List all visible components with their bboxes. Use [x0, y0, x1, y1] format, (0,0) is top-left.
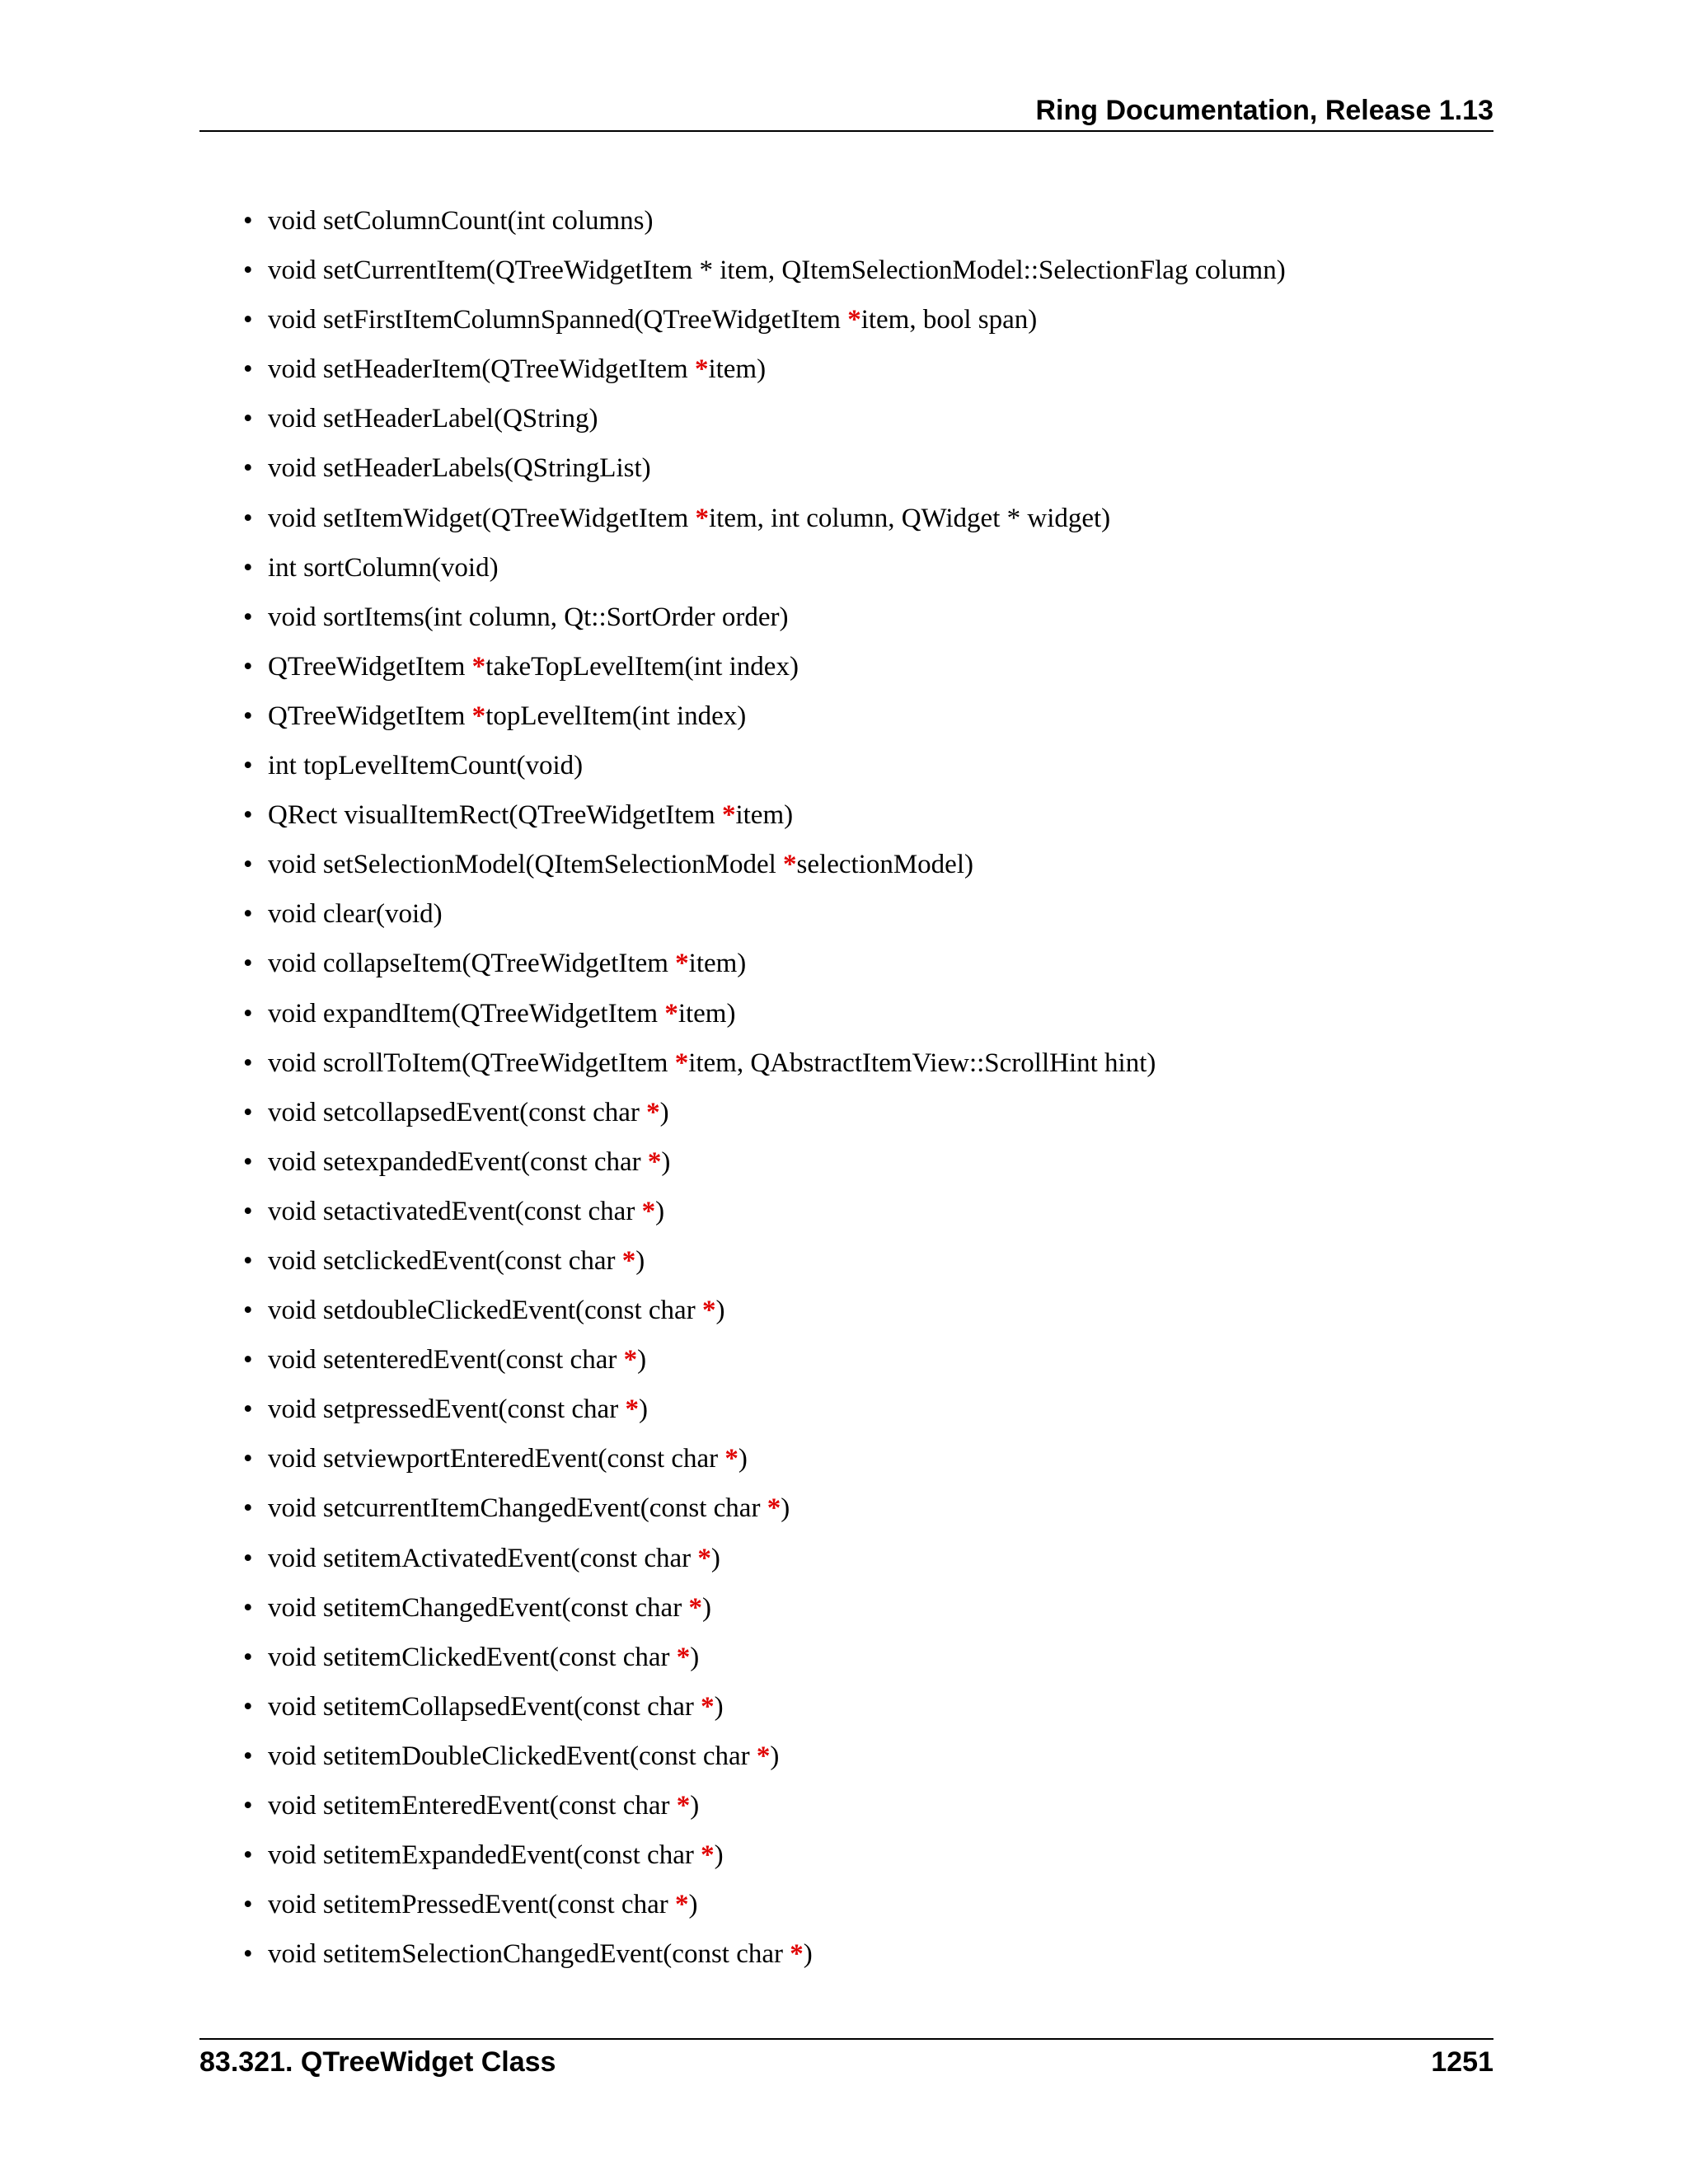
method-list-item	[243, 1483, 1479, 1533]
bullet: •	[243, 751, 253, 781]
bullet: •	[243, 305, 253, 335]
bullet: •	[243, 1444, 253, 1474]
bullet: •	[243, 255, 253, 286]
bullet: •	[243, 1592, 253, 1623]
method-list-item	[243, 1534, 1479, 1583]
method-signature: void setitemChangedEvent(const char *)	[268, 1592, 711, 1623]
method-list-item	[243, 790, 1479, 840]
method-list-item	[243, 1434, 1479, 1483]
bullet: •	[243, 701, 253, 731]
footer-page-number: 1251	[1431, 2046, 1493, 2078]
bullet: •	[243, 1543, 253, 1573]
bullet: •	[243, 800, 253, 831]
method-list-item	[243, 246, 1479, 295]
method-signature: void setHeaderLabels(QStringList)	[268, 453, 651, 484]
method-signature: void setFirstItemColumnSpanned(QTreeWidgetItem *item, bool span)	[268, 305, 1038, 335]
method-list-item	[243, 1038, 1479, 1088]
bullet: •	[243, 1345, 253, 1376]
bullet: •	[243, 354, 253, 385]
method-signature: void clear(void)	[268, 899, 443, 930]
bullet: •	[243, 453, 253, 484]
method-list-item	[243, 1682, 1479, 1732]
method-list-item	[243, 1929, 1479, 1979]
method-signature: void setitemPressedEvent(const char *)	[268, 1890, 698, 1920]
method-signature: int topLevelItemCount(void)	[268, 751, 584, 781]
method-list-item	[243, 1781, 1479, 1830]
bullet: •	[243, 552, 253, 583]
method-list-item	[243, 394, 1479, 443]
method-list-item	[243, 1236, 1479, 1286]
bullet: •	[243, 206, 253, 236]
bullet: •	[243, 899, 253, 930]
method-signature: void setHeaderLabel(QString)	[268, 404, 598, 434]
method-signature: void setcollapsedEvent(const char *)	[268, 1097, 669, 1127]
bullet: •	[243, 850, 253, 880]
bullet: •	[243, 1146, 253, 1177]
method-signature: void scrollToItem(QTreeWidgetItem *item, QAbstractItemView::ScrollHint hint)	[268, 1047, 1156, 1078]
method-signature: void setColumnCount(int columns)	[268, 206, 654, 236]
method-signature: QRect visualItemRect(QTreeWidgetItem *item)	[268, 800, 794, 831]
bullet: •	[243, 1840, 253, 1871]
method-signature: void setviewportEnteredEvent(const char *)	[268, 1444, 748, 1474]
method-list-item	[243, 889, 1479, 939]
method-list-item	[243, 1830, 1479, 1880]
bullet: •	[243, 1296, 253, 1326]
method-signature: void setSelectionModel(QItemSelectionModel *selectionModel)	[268, 850, 973, 880]
bullet: •	[243, 1196, 253, 1226]
method-signature: QTreeWidgetItem *topLevelItem(int index)	[268, 701, 747, 731]
header-rule	[199, 130, 1493, 132]
method-signature: void setdoubleClickedEvent(const char *)	[268, 1296, 725, 1326]
method-list-item	[243, 939, 1479, 988]
bullet: •	[243, 404, 253, 434]
method-list-item	[243, 494, 1479, 543]
method-list-item	[243, 840, 1479, 889]
method-signature: void setitemCollapsedEvent(const char *)	[268, 1691, 724, 1722]
method-list-item	[243, 1732, 1479, 1781]
method-list-item	[243, 443, 1479, 493]
method-signature: void setitemDoubleClickedEvent(const char *)	[268, 1741, 780, 1771]
bullet: •	[243, 1245, 253, 1276]
method-list-item	[243, 593, 1479, 642]
page-header	[199, 92, 1493, 129]
bullet: •	[243, 1939, 253, 1970]
method-list-item	[243, 642, 1479, 691]
method-list-item	[243, 1583, 1479, 1633]
method-signature: void setitemActivatedEvent(const char *)	[268, 1543, 720, 1573]
method-signature: void setactivatedEvent(const char *)	[268, 1196, 665, 1226]
bullet: •	[243, 602, 253, 632]
bullet: •	[243, 1394, 253, 1425]
method-signature: void setcurrentItemChangedEvent(const char *)	[268, 1493, 790, 1524]
method-signature: void setclickedEvent(const char *)	[268, 1245, 645, 1276]
bullet: •	[243, 1791, 253, 1821]
bullet: •	[243, 1047, 253, 1078]
method-list-item	[243, 1137, 1479, 1187]
bullet: •	[243, 1691, 253, 1722]
bullet: •	[243, 949, 253, 979]
bullet: •	[243, 998, 253, 1029]
method-list-item	[243, 691, 1479, 741]
method-list-item	[243, 344, 1479, 394]
method-signature: void setenteredEvent(const char *)	[268, 1345, 647, 1376]
method-list-item	[243, 1385, 1479, 1434]
method-list-item	[243, 1335, 1479, 1385]
method-signature: void setpressedEvent(const char *)	[268, 1394, 648, 1425]
method-signature: int sortColumn(void)	[268, 552, 499, 583]
method-list-item	[243, 543, 1479, 593]
footer-rule	[199, 2038, 1493, 2040]
method-signature: void expandItem(QTreeWidgetItem *item)	[268, 998, 736, 1029]
method-signature: void setitemClickedEvent(const char *)	[268, 1642, 700, 1672]
method-signature: void collapseItem(QTreeWidgetItem *item)	[268, 949, 747, 979]
method-list	[243, 196, 1479, 1979]
method-signature: void setCurrentItem(QTreeWidgetItem * item, QItemSelectionModel::SelectionFlag column)	[268, 255, 1286, 286]
method-signature: void setHeaderItem(QTreeWidgetItem *item)	[268, 354, 767, 385]
method-list-item	[243, 1633, 1479, 1682]
method-signature: QTreeWidgetItem *takeTopLevelItem(int index)	[268, 651, 799, 682]
bullet: •	[243, 1493, 253, 1524]
bullet: •	[243, 1890, 253, 1920]
method-signature: void sortItems(int column, Qt::SortOrder order)	[268, 602, 789, 632]
method-signature: void setItemWidget(QTreeWidgetItem *item, int column, QWidget * widget)	[268, 503, 1111, 533]
method-list-item	[243, 989, 1479, 1038]
header-title: Ring Documentation, Release 1.13	[1035, 95, 1493, 126]
bullet: •	[243, 651, 253, 682]
method-list-item	[243, 1880, 1479, 1929]
method-signature: void setitemExpandedEvent(const char *)	[268, 1840, 724, 1871]
method-signature: void setexpandedEvent(const char *)	[268, 1146, 671, 1177]
bullet: •	[243, 1642, 253, 1672]
method-list-item	[243, 741, 1479, 790]
method-list-item	[243, 295, 1479, 344]
bullet: •	[243, 503, 253, 533]
method-signature: void setitemSelectionChangedEvent(const char *)	[268, 1939, 813, 1970]
bullet: •	[243, 1097, 253, 1127]
method-list-item	[243, 1088, 1479, 1137]
bullet: •	[243, 1741, 253, 1771]
method-list-item	[243, 196, 1479, 246]
method-list-item	[243, 1286, 1479, 1335]
footer-section-title: 83.321. QTreeWidget Class	[199, 2046, 556, 2078]
method-list-item	[243, 1187, 1479, 1236]
method-signature: void setitemEnteredEvent(const char *)	[268, 1791, 700, 1821]
